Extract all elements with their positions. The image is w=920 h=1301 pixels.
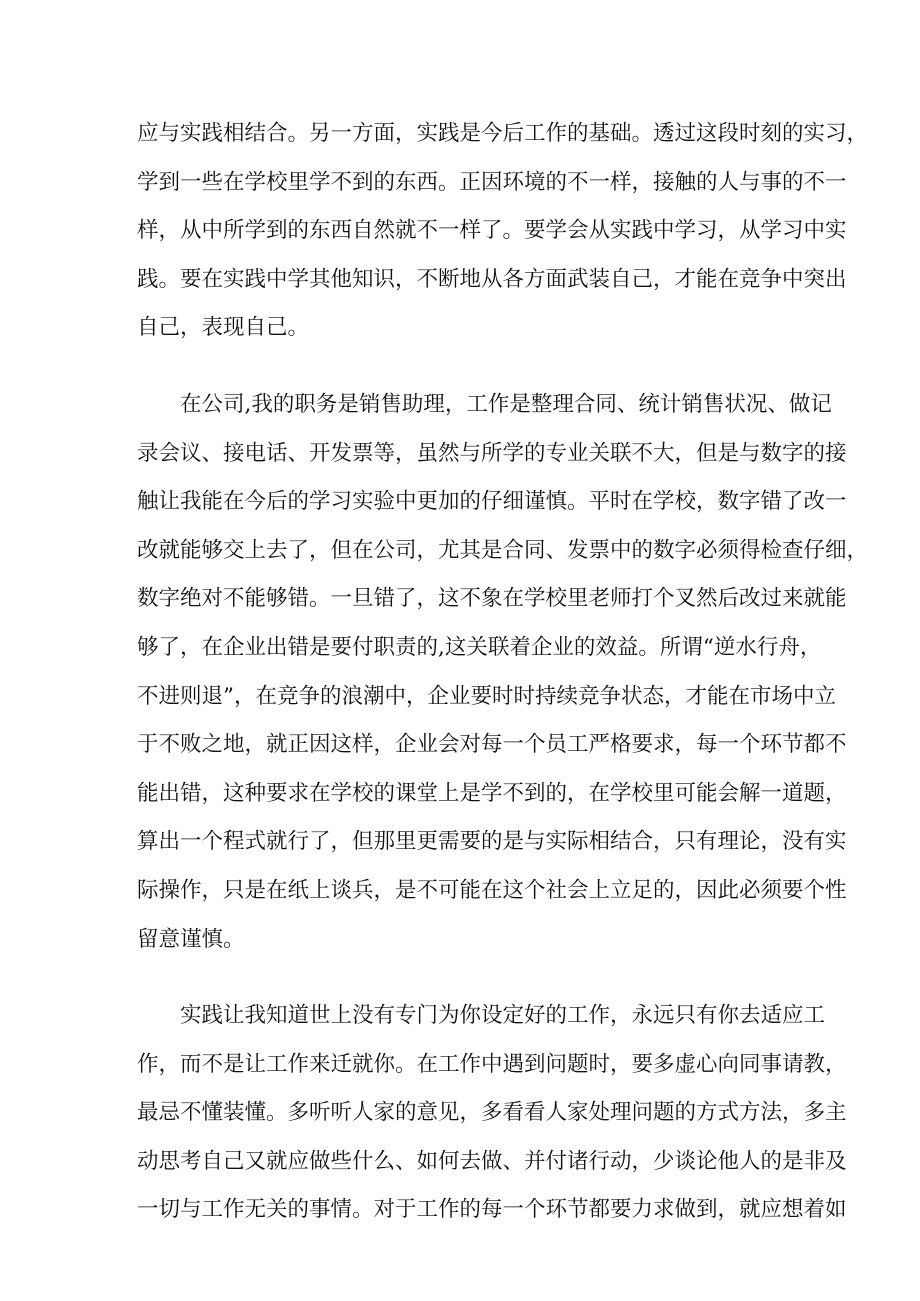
text-line: 实践让我知道世上没有专门为你设定好的工作，永远只有你去适应工 [180, 1003, 826, 1029]
text-line: 够了，在企业出错是要付职责的,这关联着企业的效益。所谓“逆水行舟， [137, 634, 822, 660]
text-line: 一切与工作无关的事情。对于工作的每一个环节都要力求做到，就应想着如 [137, 1197, 847, 1223]
text-line: 学到一些在学校里学不到的东西。正因环境的不一样，接触的人与事的不一 [137, 169, 847, 195]
text-line: 在公司,我的职务是销售助理，工作是整理合同、统计销售状况、做记 [180, 391, 832, 417]
paragraph-gap [137, 353, 797, 381]
text-line: 于不败之地，就正因这样，企业会对每一个员工严格要求，每一个环节都不 [137, 732, 847, 758]
text-line: 留意谨慎。 [137, 926, 245, 952]
paragraph-2 [137, 381, 869, 964]
text-line: 践。要在实践中学其他知识，不断地从各方面武装自己，才能在竞争中突出 [137, 266, 847, 292]
text-line: 录会议、接电话、开发票等，虽然与所学的专业关联不大，但是与数字的接 [137, 440, 847, 466]
text-line: 样，从中所学到的东西自然就不一样了。要学会从实践中学习，从学习中实 [137, 218, 847, 244]
text-line: 算出一个程式就行了，但那里更需要的是与实际相结合，只有理论，没有实 [137, 829, 847, 855]
text-line: 触让我能在今后的学习实验中更加的仔细谨慎。平时在学校，数字错了改一 [137, 489, 847, 515]
text-line: 最忌不懂装懂。多听听人家的意见，多看看人家处理问题的方式方法，多主 [137, 1100, 847, 1126]
text-line: 改就能够交上去了，但在公司，尤其是合同、发票中的数字必须得检查仔细， [137, 537, 869, 563]
text-line: 能出错，这种要求在学校的课堂上是学不到的，在学校里可能会解一道题， [137, 780, 847, 806]
paragraph-gap [137, 964, 797, 992]
text-line: 作，而不是让工作来迁就你。在工作中遇到问题时，要多虚心向同事请教， [137, 1051, 847, 1077]
text-line: 数字绝对不能够错。一旦错了，这不象在学校里老师打个叉然后改过来就能 [137, 586, 847, 612]
text-line: 不进则退”，在竞争的浪潮中，企业要时时持续竞争状态，才能在市场中立 [137, 683, 836, 709]
text-line: 自己，表现自己。 [137, 315, 310, 341]
text-line: 动思考自己又就应做些什么、如何去做、并付诸行动，少谈论他人的是非及 [137, 1148, 847, 1174]
document-body [137, 110, 869, 1235]
paragraph-3 [137, 992, 847, 1235]
paragraph-1 [137, 110, 869, 353]
text-line: 际操作，只是在纸上谈兵，是不可能在这个社会上立足的，因此必须要个性 [137, 877, 847, 903]
text-line: 应与实践相结合。另一方面，实践是今后工作的基础。透过这段时刻的实习， [137, 121, 869, 146]
